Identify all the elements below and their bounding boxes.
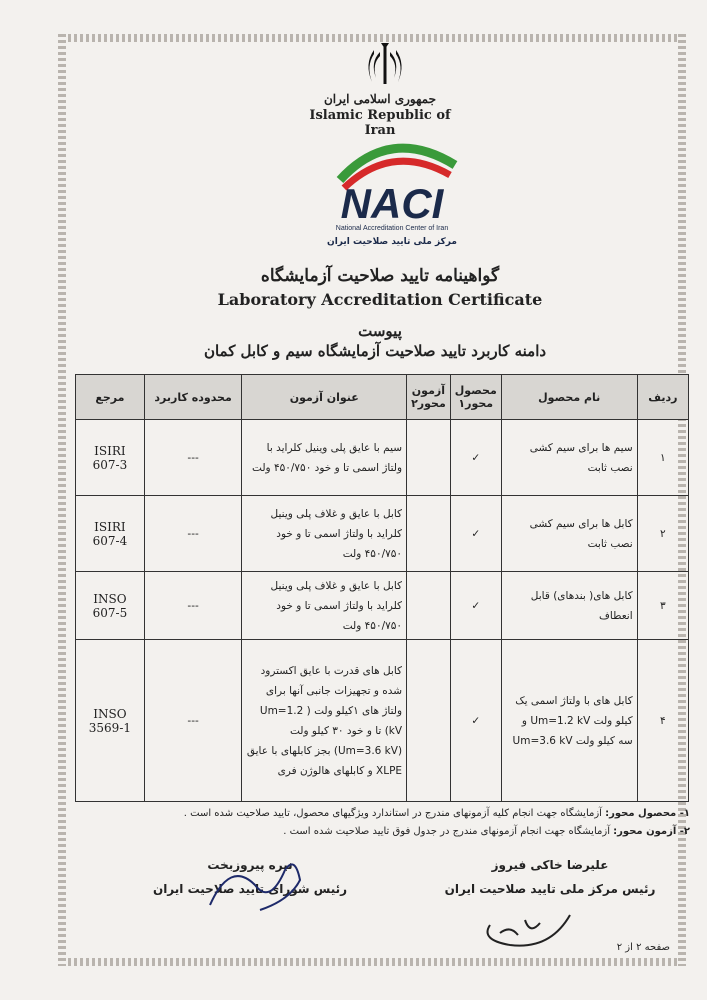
footnote-2 (90, 826, 690, 837)
table-header-row (76, 375, 689, 420)
cell-limit: --- (144, 572, 242, 640)
naci-logo-fa: مرکز ملی تایید صلاحیت ایران (327, 237, 457, 247)
cell-reference: ISIRI 607-3 (76, 420, 145, 496)
cell-row-number: ٢ (637, 496, 688, 572)
country-name-fa: جمهوری اسلامی ایران (323, 92, 437, 106)
header-test-title: عنوان آزمون (242, 375, 407, 420)
cell-test-axis (407, 572, 451, 640)
footnote-1 (90, 808, 690, 819)
naci-logo-en: National Accreditation Center of Iran (335, 225, 449, 232)
signatory-right-title: رئیس مرکز ملی تایید صلاحیت ایران (444, 882, 656, 896)
certificate-title-en: Laboratory Accreditation Certificate (217, 290, 543, 309)
cell-test-title: کابل با عایق و غلاف پلی وینیل کلراید با ولتاژ اسمی تا و خود ۴۵۰/۷۵۰ ولت (242, 496, 407, 572)
scope-title: دامنه کاربرد تایید صلاحیت آزمایشگاه سیم و کابل کمان (203, 342, 547, 360)
table-row (76, 640, 689, 802)
signatory-left-name: نیره پیروزبخت (207, 858, 293, 872)
checkmark-icon: ✓ (450, 640, 501, 802)
cell-reference: ISIRI 607-4 (76, 496, 145, 572)
cell-limit: --- (144, 496, 242, 572)
signatory-right-name: علیرضا خاکی فیروز (491, 858, 609, 872)
cell-test-axis (407, 420, 451, 496)
cell-reference: INSO 607-5 (76, 572, 145, 640)
cell-row-number: ١ (637, 420, 688, 496)
footnote-2-label: ۲- آزمون محور: (613, 826, 690, 837)
header-product-axis: محصول محور١ (450, 375, 501, 420)
cell-reference: INSO 3569-1 (76, 640, 145, 802)
naci-logo-word: NACI (340, 180, 444, 227)
signature-left (200, 850, 310, 920)
page-border-bottom (62, 958, 682, 966)
header-reference: مرجع (76, 375, 145, 420)
header-limit: محدوده کاربرد (144, 375, 242, 420)
cell-test-title: کابل با عایق و غلاف پلی وینیل کلراید با ولتاژ اسمی تا و خود ۴۵۰/۷۵۰ ولت (242, 572, 407, 640)
naci-logo (320, 130, 470, 250)
header-row-number: ردیف (637, 375, 688, 420)
cell-limit: --- (144, 420, 242, 496)
cell-product: سیم ها برای سیم کشی نصب ثابت (501, 420, 637, 496)
page-number: صفحه ۲ از ۲ (616, 942, 670, 953)
signature-right (470, 905, 580, 955)
footnote-1-label: ۱- محصول محور: (605, 808, 690, 819)
header-test-axis: آزمون محور٢ (407, 375, 451, 420)
footnote-1-text: آزمایشگاه جهت انجام کلیه آزمونهای مندرج در استاندارد ویژگیهای محصول، تایید صلاحیت شده است . (183, 808, 602, 819)
country-name-en: Islamic Republic of Iran (309, 108, 451, 138)
cell-product: کابل های با ولتاژ اسمی یک کیلو ولت Um=1.2 kV و سه کیلو ولت Um=3.6 kV (501, 640, 637, 802)
scope-table (75, 374, 689, 802)
signatory-left-title: رئیس شورای تایید صلاحیت ایران (152, 882, 348, 896)
footnote-2-text: آزمایشگاه جهت انجام آزمونهای مندرج در جدول فوق تایید صلاحیت شده است . (283, 826, 610, 837)
cell-row-number: ٣ (637, 572, 688, 640)
cell-product: کابل ها برای سیم کشی نصب ثابت (501, 496, 637, 572)
table-row (76, 420, 689, 496)
iran-emblem-icon (362, 40, 408, 90)
cell-product: کابل های( بندهای) قابل انعطاف (501, 572, 637, 640)
annex-label: پیوست (358, 322, 402, 340)
cell-test-title: سیم با عایق پلی وینیل کلراید با ولتاژ اسمی تا و خود ۴۵۰/۷۵۰ ولت (242, 420, 407, 496)
checkmark-icon: ✓ (450, 572, 501, 640)
cell-test-axis (407, 496, 451, 572)
cell-row-number: ۴ (637, 640, 688, 802)
table-row (76, 496, 689, 572)
certificate-title-fa: گواهینامه تایید صلاحیت آزمایشگاه (260, 266, 500, 286)
cell-limit: --- (144, 640, 242, 802)
header-product: نام محصول (501, 375, 637, 420)
checkmark-icon: ✓ (450, 496, 501, 572)
cell-test-title: کابل های قدرت با عایق اکسترود شده و تجهیزات جانبی آنها برای ولتاژ های ۱کیلو ولت ( Um=1.2 kV) تا و خود ۳۰ کیلو ولت (Um=3.6 kV) بجز کابلهای با عایق XLPE و کابلهای هالوژن فری (242, 640, 407, 802)
table-row (76, 572, 689, 640)
checkmark-icon: ✓ (450, 420, 501, 496)
page-border-left (58, 34, 66, 966)
cell-test-axis (407, 640, 451, 802)
